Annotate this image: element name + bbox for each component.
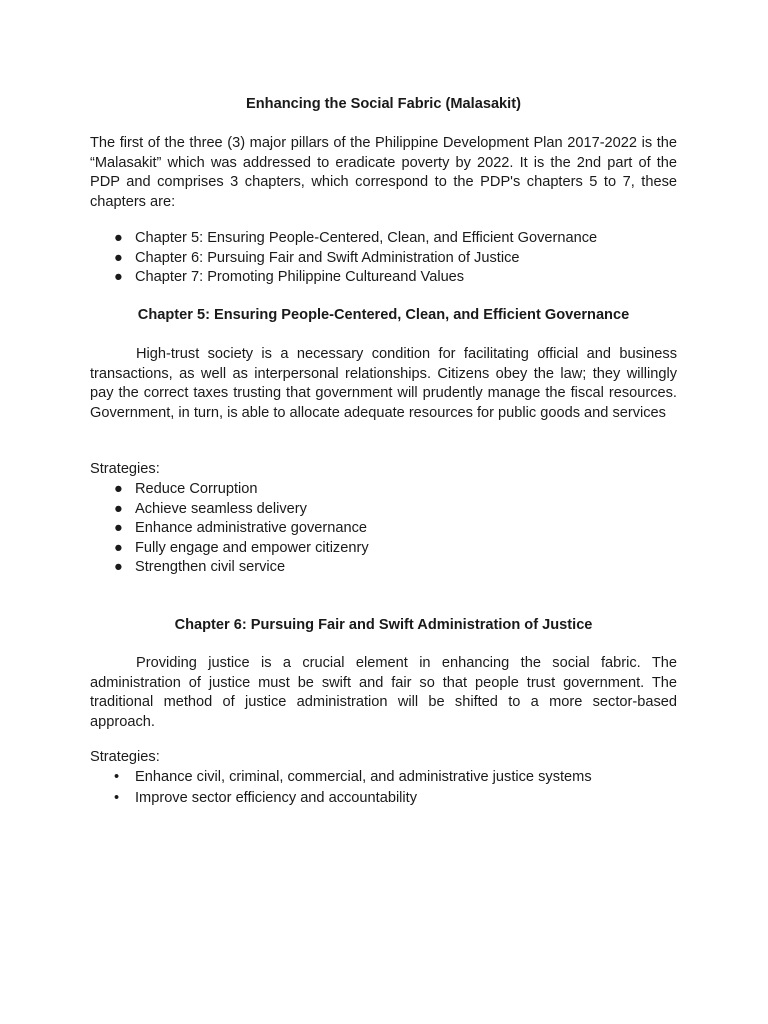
list-item: ● Achieve seamless delivery xyxy=(90,500,677,520)
chapter6-heading: Chapter 6: Pursuing Fair and Swift Administration of Justice xyxy=(174,617,593,633)
bullet-icon: ● xyxy=(114,520,123,537)
chapter6-strategies-label: Strategies: xyxy=(90,749,160,765)
chapter6-body: Providing justice is a crucial element in enhancing the social fabric. The administration of justice must be swift and fair so that people trust government. The traditional method of justice administration will be shifted to a more sector-based approach. xyxy=(90,655,677,730)
chapter5-heading: Chapter 5: Ensuring People-Centered, Clean, and Efficient Governance xyxy=(137,307,630,323)
chapters-list xyxy=(90,229,677,288)
bullet-icon: ● xyxy=(114,500,123,517)
bullet-icon: ● xyxy=(114,230,123,246)
intro-paragraph: The first of the three (3) major pillars of the Philippine Development Plan 2017-2022 is the “Malasakit” which was addressed to eradicate poverty by 2022. It is the 2nd part of the PDP and comprises 3 chapters, which correspond to the PDP's chapters 5 to 7, these chapters are: xyxy=(90,135,677,210)
bullet-icon: • xyxy=(114,769,120,785)
chapter5-strategies-label: Strategies: xyxy=(90,461,160,477)
bullet-icon: ● xyxy=(114,559,123,576)
list-item: ● Strengthen civil service xyxy=(90,558,677,578)
bullet-icon: • xyxy=(114,790,120,806)
chapter6-strategies-list xyxy=(90,768,677,810)
list-item: • Improve sector efficiency and accountability xyxy=(90,789,677,810)
list-item: ● Chapter 7: Promoting Philippine Cultureand Values xyxy=(90,268,677,288)
list-item: ● Chapter 6: Pursuing Fair and Swift Administration of Justice xyxy=(90,249,677,269)
bullet-icon: ● xyxy=(114,539,123,556)
bullet-icon: ● xyxy=(114,249,123,266)
list-item: • Enhance civil, criminal, commercial, and administrative justice systems xyxy=(90,768,677,789)
bullet-icon: ● xyxy=(114,481,123,497)
list-item: ● Enhance administrative governance xyxy=(90,519,677,539)
list-item: ● Chapter 5: Ensuring People-Centered, Clean, and Efficient Governance xyxy=(90,229,677,249)
document-title: Enhancing the Social Fabric (Malasakit) xyxy=(246,96,521,112)
chapter5-strategies-list xyxy=(90,480,677,578)
chapter5-body: High-trust society is a necessary condition for facilitating official and business transactions, as well as interpersonal relationships. Citizens obey the law; they willingly pay the correct taxes trusting that government will prudently manage the fiscal resources. Government, in turn, is able to allocate adequate resources for public goods and services xyxy=(90,346,677,421)
bullet-icon: ● xyxy=(114,269,123,286)
list-item: ● Fully engage and empower citizenry xyxy=(90,539,677,559)
list-item: ● Reduce Corruption xyxy=(90,480,677,500)
